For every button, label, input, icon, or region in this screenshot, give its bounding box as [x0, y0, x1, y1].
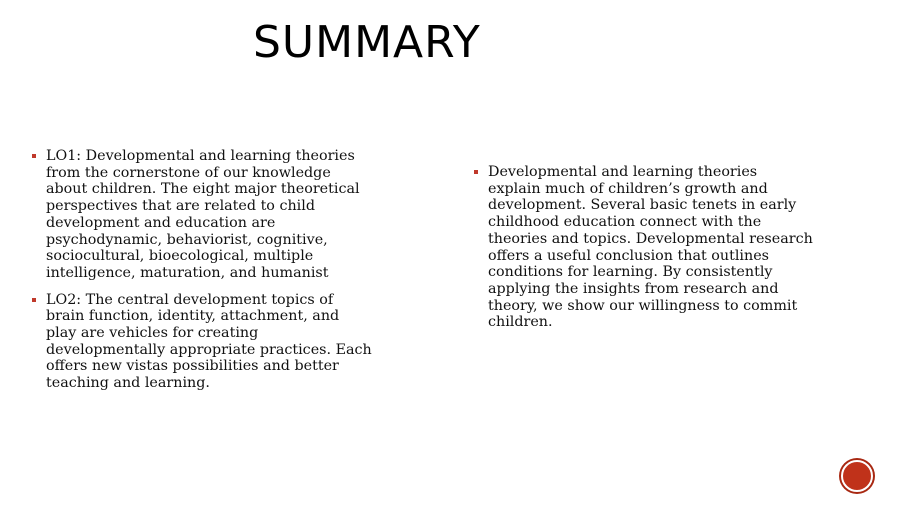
bullet-text: LO1: Developmental and learning theories from the cornerstone of our knowledge about children. The eight major theoretical perspectives that are related to child development and education are psychodynamic, behaviorist, cognitive, sociocultural, bioecological, multiple intelligence, maturation, and humanist: [46, 148, 360, 281]
left-bullet-list: [32, 148, 372, 402]
next-slide-button[interactable]: [841, 460, 873, 492]
square-bullet-icon: [474, 170, 478, 174]
bullet-item-lo2: [32, 292, 372, 392]
right-bullet-list: [474, 164, 814, 341]
bullet-item-lo1: [32, 148, 372, 282]
slide-title: SUMMARY: [253, 17, 481, 68]
square-bullet-icon: [32, 154, 36, 158]
bullet-item-theories: [474, 164, 814, 331]
square-bullet-icon: [32, 298, 36, 302]
bullet-text: LO2: The central development topics of brain function, identity, attachment, and play are vehicles for creating developmentally appropriate practices. Each offers new vistas possibilities and better teaching and learning.: [46, 291, 372, 392]
bullet-text: Developmental and learning theories explain much of children’s growth and development. Several basic tenets in early childhood education connect with the theories and topics. Developmental research offers a useful conclusion that outlines conditions for learning. By consistently applying the insights from research and theory, we show our willingness to commit children.: [488, 164, 813, 331]
